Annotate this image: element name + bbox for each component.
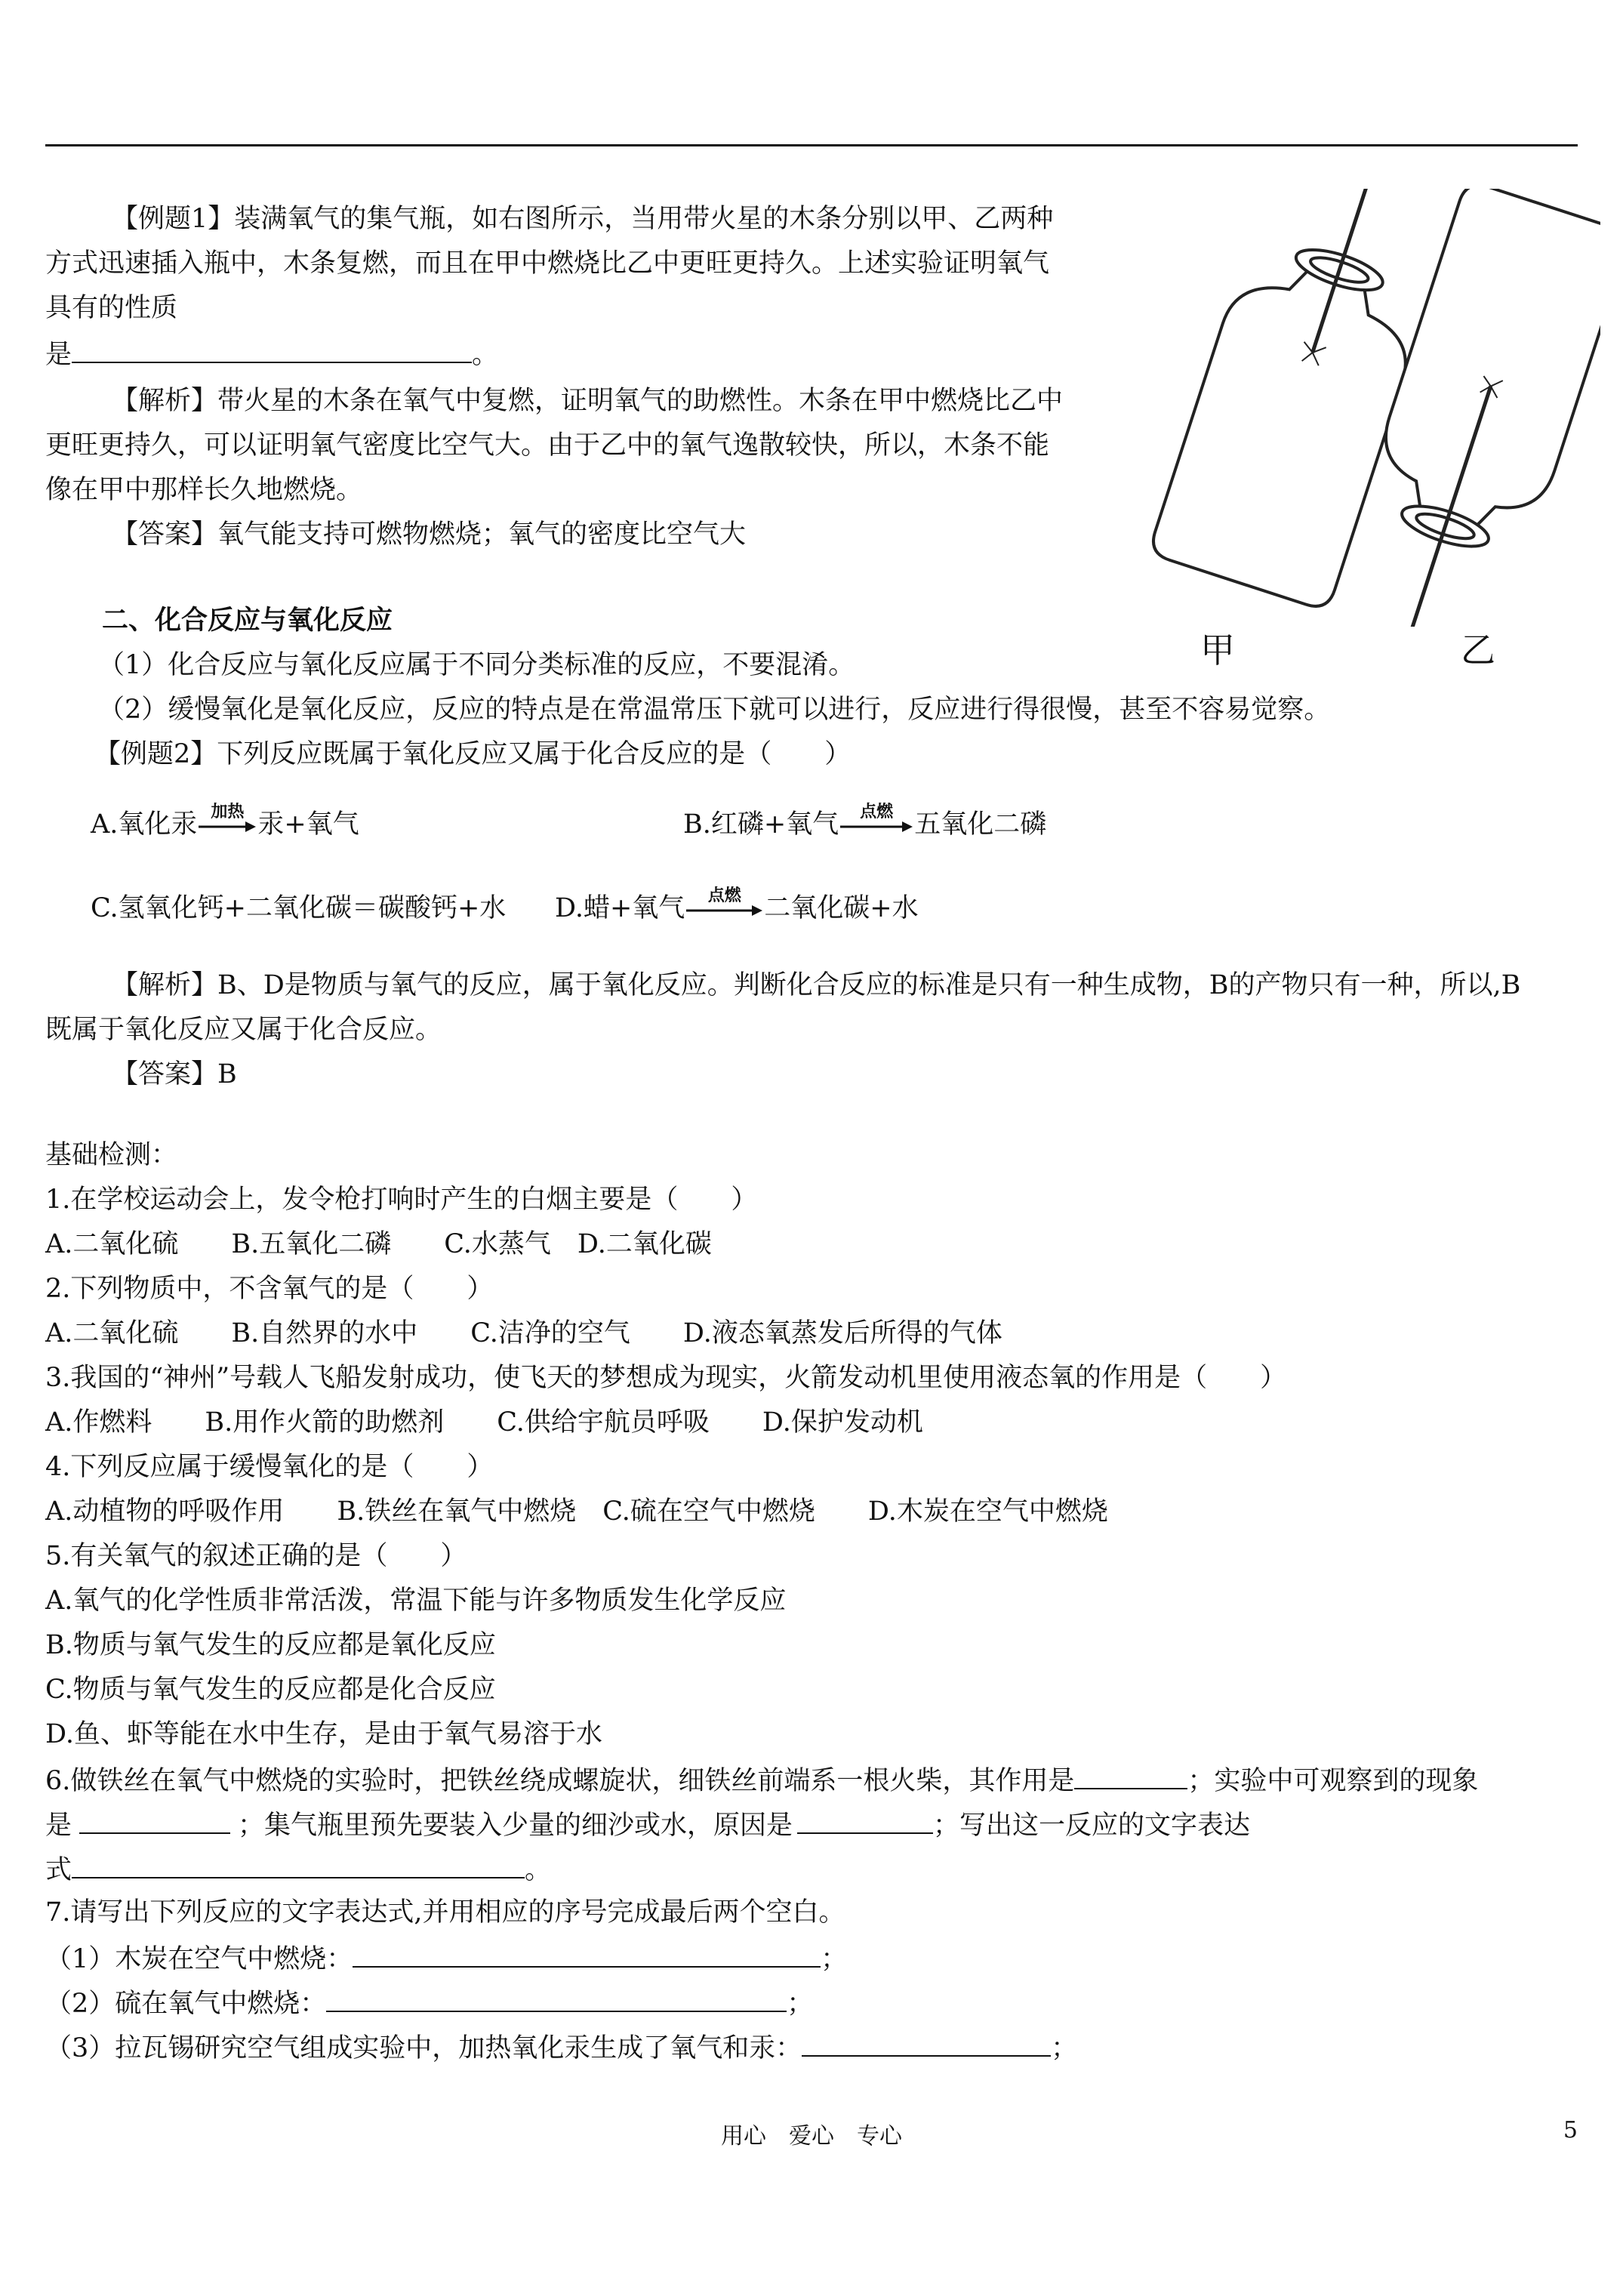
q5-option-b: B.物质与氧气发生的反应都是氧化反应 (45, 1630, 496, 1660)
page-footer: 用心 爱心 专心 (721, 2123, 902, 2150)
q2-options: A.二氧化硫 B.自然界的水中 C.洁净的空气 D.液态氧蒸发后所得的气体 (45, 1318, 1002, 1348)
page-number: 5 (1563, 2117, 1578, 2143)
option-c: C.氢氧化钙+二氧化碳＝碳酸钙+水 (91, 893, 507, 923)
q6-line2: 是 ；集气瓶里预先要装入少量的细沙或水，原因是 ；写出这一反应的文字表达 (45, 1807, 1250, 1842)
q7-blank-2[interactable] (326, 1985, 787, 2012)
q7-item-1: （1）木炭在空气中燃烧： ； (45, 1940, 847, 1976)
gas-bottle-figure (1132, 189, 1600, 687)
q7-blank-1[interactable] (353, 1940, 821, 1968)
q5-option-d: D.鱼、虾等能在水中生存，是由于氧气易溶于水 (45, 1719, 602, 1749)
example1-line3: 具有的性质 (45, 293, 178, 323)
section2-heading: 二、化合反应与氧化反应 (102, 605, 393, 636)
option-d: D.蜡+氧气 点燃 二氧化碳+水 (555, 886, 919, 923)
example1-analysis2: 更旺更持久，可以证明氧气密度比空气大。由于乙中的氧气逸散较快，所以，木条不能 (45, 430, 1050, 461)
example2-question: 【例题2】下列反应既属于氧化反应又属于化合反应的是（ ） (94, 739, 852, 769)
reaction-arrow: 加热 (197, 818, 257, 833)
q5-option-c: C.物质与氧气发生的反应都是化合反应 (45, 1675, 496, 1705)
example2-analysis2: 既属于氧化反应又属于化合反应。 (45, 1015, 442, 1045)
q6-line1: 6.做铁丝在氧气中燃烧的实验时，把铁丝绕成螺旋状，细铁丝前端系一根火柴，其作用是 ；实验中可观察到的现象 (45, 1762, 1478, 1798)
q7: 7.请写出下列反应的文字表达式,并用相应的序号完成最后两个空白。 (45, 1897, 845, 1928)
example1-line1: 【例题1】装满氧气的集气瓶，如右图所示，当用带火星的木条分别以甲、乙两种 (112, 204, 1054, 234)
q4: 4.下列反应属于缓慢氧化的是（ ） (45, 1452, 494, 1482)
bottle-label-a: 甲 (1200, 630, 1235, 670)
q1-options: A.二氧化硫 B.五氧化二磷 C.水蒸气 D.二氧化碳 (45, 1229, 712, 1259)
q3: 3.我国的“神州”号载人飞船发射成功，使飞天的梦想成为现实，火箭发动机里使用液态氧的作用是（ ） (45, 1363, 1287, 1393)
example1-answer: 【答案】氧气能支持可燃物燃烧；氧气的密度比空气大 (112, 519, 747, 550)
q1: 1.在学校运动会上，发令枪打响时产生的白烟主要是（ ） (45, 1185, 758, 1215)
option-b: B.红磷+氧气 点燃 五氧化二磷 (683, 802, 1047, 840)
q4-options: A.动植物的呼吸作用 B.铁丝在氧气中燃烧 C.硫在空气中燃烧 D.木炭在空气中燃烧 (45, 1496, 1108, 1527)
q7-item-3: （3）拉瓦锡研究空气组成实验中，加热氧化汞生成了氧气和汞： ； (45, 2029, 1077, 2065)
example1-line2: 方式迅速插入瓶中，木条复燃，而且在甲中燃烧比乙中更旺更持久。上述实验证明氧气 (45, 248, 1050, 279)
section2-p2: （2）缓慢氧化是氧化反应，反应的特点是在常温常压下就可以进行，反应进行得很慢，甚至不容易觉察。 (98, 695, 1331, 725)
q3-options: A.作燃料 B.用作火箭的助燃剂 C.供给宇航员呼吸 D.保护发动机 (45, 1407, 923, 1438)
q2: 2.下列物质中，不含氧气的是（ ） (45, 1274, 494, 1304)
q6-blank-1[interactable] (1074, 1762, 1187, 1789)
example1-analysis3: 像在甲中那样长久地燃烧。 (45, 475, 363, 505)
q6-line3: 式 。 (45, 1851, 551, 1887)
q6-blank-2[interactable] (79, 1807, 230, 1834)
example2-analysis1: 【解析】B、D是物质与氧气的反应，属于氧化反应。判断化合反应的标准是只有一种生成物，B的产物只有一种，所以,B (112, 970, 1521, 1000)
header-rule (45, 144, 1578, 146)
reaction-arrow: 点燃 (685, 901, 764, 917)
q5: 5.有关氧气的叙述正确的是（ ） (45, 1541, 467, 1571)
q5-option-a: A.氧气的化学性质非常活泼，常温下能与许多物质发生化学反应 (45, 1586, 787, 1616)
q7-item-2: （2）硫在氧气中燃烧： ； (45, 1985, 813, 2020)
example1-line4: 是 。 (45, 336, 498, 371)
example1-analysis1: 【解析】带火星的木条在氧气中复燃，证明氧气的助燃性。木条在甲中燃烧比乙中 (112, 386, 1064, 416)
reaction-arrow: 点燃 (839, 818, 914, 833)
q6-blank-3[interactable] (797, 1807, 933, 1834)
q6-blank-4[interactable] (72, 1851, 525, 1878)
q7-blank-3[interactable] (802, 2029, 1051, 2057)
gas-bottles-illustration (1132, 189, 1600, 627)
option-a: A.氧化汞 加热 汞+氧气 (91, 802, 359, 840)
section2-p1: （1）化合反应与氧化反应属于不同分类标准的反应，不要混淆。 (98, 650, 855, 680)
bottle-label-b: 乙 (1461, 630, 1495, 670)
answer-blank[interactable] (72, 336, 472, 363)
basic-title: 基础检测： (45, 1140, 178, 1170)
example2-answer: 【答案】B (112, 1059, 237, 1089)
